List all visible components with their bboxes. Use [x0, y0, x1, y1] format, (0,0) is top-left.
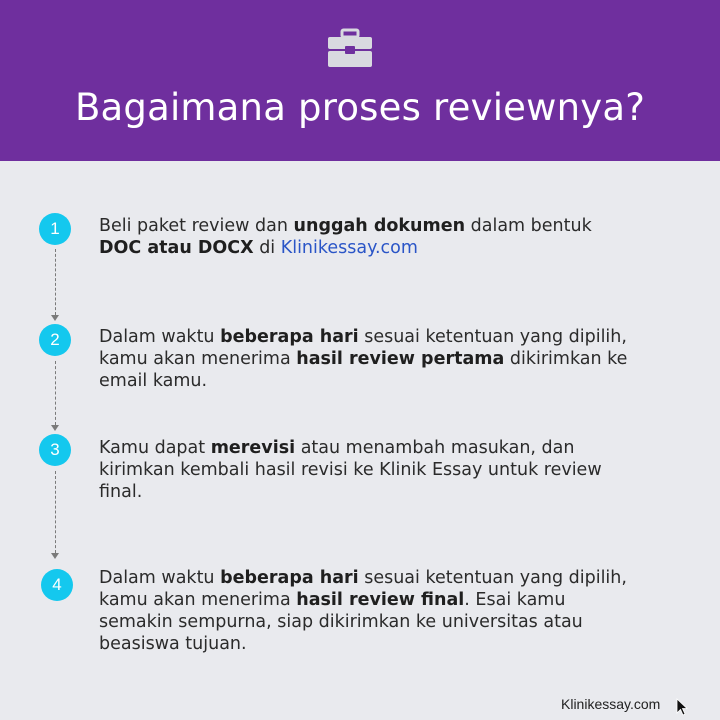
- step-number-badge: 2: [39, 324, 71, 356]
- step-1-text: Beli paket review dan unggah dokumen dalam bentuk DOC atau DOCX di Klinikessay.com: [99, 216, 592, 258]
- footer-brand: Klinikessay.com: [561, 696, 661, 712]
- connector-line: [55, 249, 56, 315]
- step-3-text: Kamu dapat merevisi atau menambah masukan, dan kirimkan kembali hasil revisi ke Klinik Essay untuk review final.: [99, 438, 602, 502]
- connector-line: [55, 471, 56, 553]
- page-title: Bagaimana proses reviewnya?: [74, 86, 646, 129]
- steps-list: [0, 161, 720, 720]
- toolbox-icon: [326, 28, 374, 68]
- step-4-text: Dalam waktu beberapa hari sesuai ketentuan yang dipilih, kamu akan menerima hasil review final. Esai kamu semakin sempurna, siap dikirimkan ke universitas atau beasiswa tujuan.: [99, 568, 627, 654]
- connector-arrow: [51, 425, 59, 431]
- step-number-badge: 1: [39, 213, 71, 245]
- header-banner: [0, 0, 720, 161]
- step-number-badge: 4: [41, 569, 73, 601]
- cursor-arrow-icon: [676, 698, 688, 716]
- connector-line: [55, 361, 56, 425]
- connector-arrow: [51, 553, 59, 559]
- step-number-badge: 3: [39, 434, 71, 466]
- klinikessay-link[interactable]: Klinikessay.com: [280, 238, 418, 258]
- connector-arrow: [51, 315, 59, 321]
- step-2-text: Dalam waktu beberapa hari sesuai ketentuan yang dipilih, kamu akan menerima hasil review pertama dikirimkan ke email kamu.: [99, 327, 628, 391]
